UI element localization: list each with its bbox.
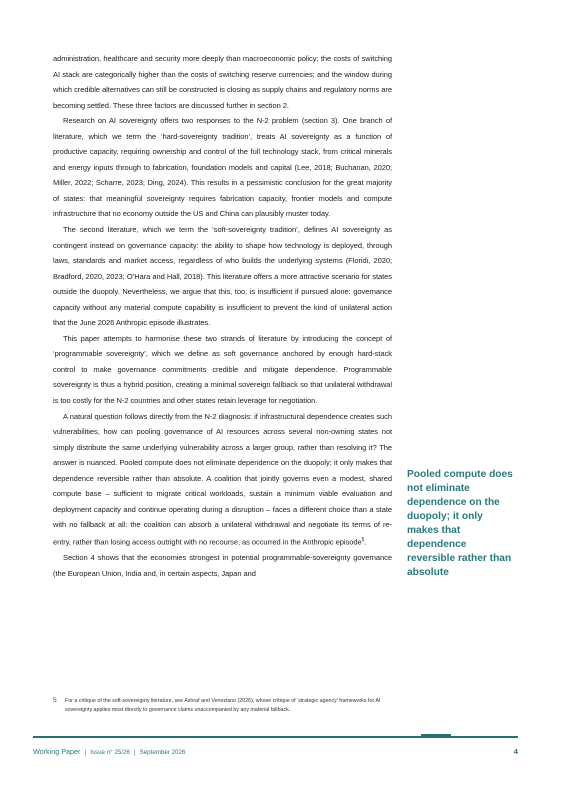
footer-series: Working Paper [33,747,81,756]
body-paragraph-with-footnote: A natural question follows directly from the N-2 diagnosis: if infrastructural dependence creates such vulnerabilities, how can pooling governance of AI resources across several non-owning states not simply distribute the same underlying vulnerability across a larger group, rather than resolving it? The answer is nuanced. Pooled compute does not eliminate dependence on the duopoly; it only makes that dependence reversible rather than absolute. A coalition that jointly governs even a modest, shared compute base – sufficient to migrate critical workloads, sustain a minimum viable evaluation and deployment capacity and continue operating during a disruption – faces a different choice than a state with no fallback at all: the coalition can absorb a unilateral withdrawal and negotiate its terms of re-entry, rather than losing access outright with no recourse, as occurred in the Anthropic episode$^5$. [53,411,392,547]
body-paragraph: Research on AI sovereignty offers two responses to the N-2 problem (section 3). One branch of literature, which we term the ‘hard-sovereignty tradition’, treats AI sovereignty as a function of productive capacity, requiring ownership and control of the full technology stack, from critical minerals and energy inputs through to fabrication, foundation models and capital (Lee, 2018; Buchanan, 2020; Miller, 2022; Scharre, 2023; Ding, 2024). This results in a pessimistic conclusion for the great majority of states: that meaningful sovereignty requires fabrication capacity, frontier models and compute infrastructure that no economy outside the US and China can plausibly muster today. [53,116,392,219]
body-paragraph: Section 4 shows that the economies strongest in potential programmable-sovereignty governance (the European Union, India and, in certain aspects, Japan and [53,553,392,578]
footnote-text: For a critique of the soft-sovereignty literature, see Ashraf and Veneziano (2026), whose critique of ‘strategic agency’ frameworks for AI sovereignty applies most directly to governance claims unaccompanied by any material fallback. [65,698,381,713]
footer-issue: Issue n° 25/26 [90,749,130,756]
page-number: 4 [513,747,518,756]
body-paragraph-text: A natural question follows directly from the N-2 diagnosis: if infrastructural dependence creates such vulnerabilities, how can pooling governance of AI resources across several non-owning states not simply distribute the same underlying vulnerability across a larger group, rather than resolving it? The answer is nuanced. Pooled compute does not eliminate dependence on the duopoly; it only makes that dependence reversible rather than absolute. A coalition that jointly governs even a modest, shared compute base – sufficient to migrate critical workloads, sustain a minimum viable evaluation and deployment capacity and continue operating during a disruption – faces a different choice than a state with no fallback at all: the coalition can absorb a unilateral withdrawal and negotiate its terms of re-entry, rather than losing access outright with no recourse, as occurred in the Anthropic episode [53,411,392,547]
footer-date: September 2026 [139,749,186,756]
page-footer [33,746,518,758]
pull-quote: Pooled compute does not eliminate dependence on the duopoly; it only makes that dependence reversible rather than absolute [407,469,513,578]
footnote-number: 5 [53,697,57,704]
body-paragraph: This paper attempts to harmonise these two strands of literature by introducing the concept of ‘programmable sovereignty’, which we define as soft governance anchored by enough hard-stack control to make governance commitments credible and mitigate dependence. Programmable sovereignty is thus a hybrid position, creating a minimal sovereign fallback so that unilateral withdrawal is too costly for the N-2 countries and other states retain leverage for negotiation. [53,333,392,406]
footer-date-separator: | [133,749,136,756]
body-paragraph: The second literature, which we term the ‘soft-sovereignty tradition’, defines AI sovereignty as contingent instead on governance capacity: the ability to shape how technology is deployed, through laws, standards and market access, regardless of who builds the underlying systems (Floridi, 2020; Bradford, 2020, 2023; O’Hara and Hall, 2018). This literature offers a more attractive scenario for states outside the duopoly. Nevertheless, we argue that this, too, is insufficient if pursued alone: governance capacity without any material compute capability is insufficient to prevent the kind of unilateral action that the June 2026 Anthropic episode illustrates. [53,225,392,328]
body-paragraph: administration, healthcare and security more deeply than macroeconomic policy; the costs of switching AI stack are categorically higher than the costs of switching reserve currencies; and the window during which credible alternatives can still be constructed is closing as supply chains and regulatory norms are becoming settled. These three factors are discussed further in section 2. [53,54,392,110]
footer-separator: | [84,749,87,756]
body-text [53,51,392,581]
footnote-reference[interactable]: 5 [361,536,365,543]
footer-rule [33,736,518,738]
